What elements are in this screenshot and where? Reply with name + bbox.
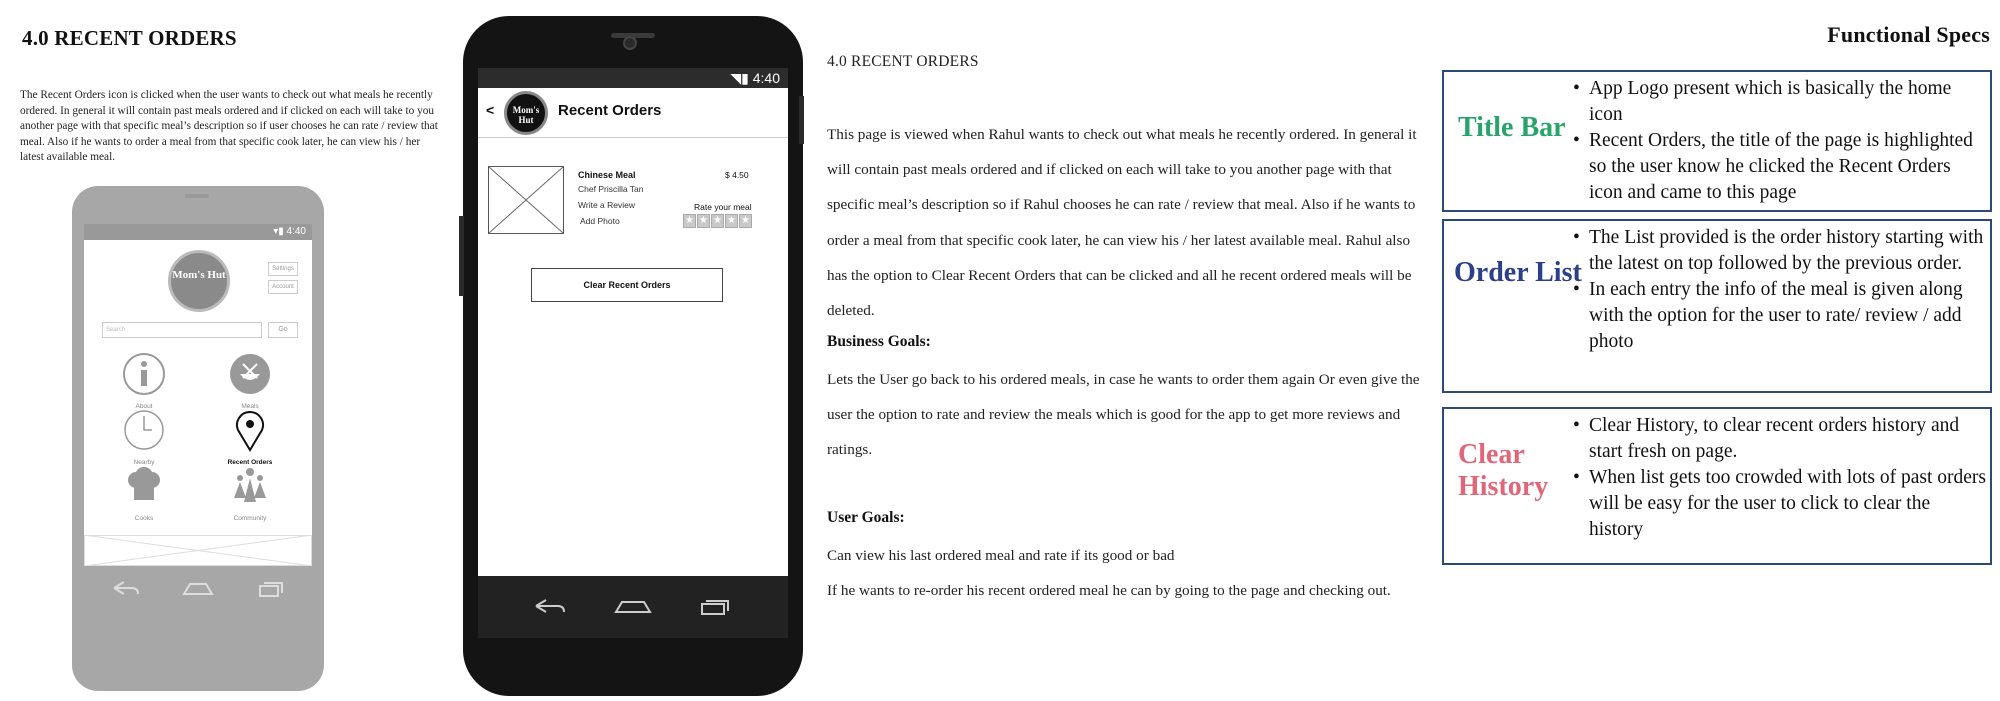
- functional-specs-heading: Functional Specs: [1827, 22, 1990, 47]
- spec-bullets: [1589, 76, 1989, 206]
- spec-bullets: [1589, 225, 1989, 355]
- menu-item-recent-orders[interactable]: [210, 408, 290, 466]
- meal-price: $ 4.50: [725, 170, 749, 180]
- spec-bullets: [1589, 413, 1989, 543]
- spec-label-line: History: [1458, 471, 1549, 502]
- page-description: This page is viewed when Rahul wants to check out what meals he recently ordered. In general it will contain past meals ordered and if clicked on each will take to you another page with that specific meal’s description so if Rahul chooses he can rate / review that meal. Also if he wants to order a meal from that specific cook later, he can view his / her latest available meal. Rahul also has the option to Clear Recent Orders that can be clicked and all he recent ordered meals will be deleted.: [827, 126, 1417, 320]
- spec-label: Title Bar: [1458, 112, 1566, 143]
- home-screen-mockup: [72, 186, 324, 691]
- nav-bar: [478, 576, 788, 638]
- phone-camera: [623, 36, 637, 50]
- star-icon[interactable]: ★: [711, 214, 724, 228]
- menu-item-community[interactable]: [210, 464, 290, 522]
- clear-recent-orders-button[interactable]: Clear Recent Orders: [531, 268, 723, 302]
- spec-bullet: • Clear History, to clear recent orders history and start fresh on page.: [1589, 413, 1989, 465]
- spec-box-order-list: [1442, 219, 1992, 393]
- nav-bar: [84, 566, 312, 616]
- meal-name: Chinese Meal: [578, 170, 636, 180]
- spec-bullet: • The List provided is the order history starting with the latest on top followed by the previous order.: [1589, 225, 1989, 277]
- chef-hat-icon: [122, 464, 166, 508]
- status-bar: [84, 224, 312, 240]
- back-icon[interactable]: [536, 600, 564, 612]
- star-icon[interactable]: ★: [739, 214, 752, 228]
- phone-speaker: [185, 194, 209, 198]
- settings-button[interactable]: Settings: [268, 262, 298, 276]
- go-button[interactable]: Go: [268, 322, 298, 338]
- app-logo[interactable]: Mom's Hut: [168, 250, 230, 312]
- spec-bullet: • Recent Orders, the title of the page is highlighted so the user know he clicked the Recent Orders icon and came to this page: [1589, 128, 1989, 206]
- title-bar: [478, 88, 788, 138]
- menu-item-label: Cooks: [134, 515, 154, 522]
- signal-icon: ◥▮: [730, 70, 753, 86]
- search-input[interactable]: Search: [102, 322, 262, 338]
- spec-bullet: • In each entry the info of the meal is given along with the option for the user to rate/ review / add photo: [1589, 277, 1989, 355]
- clock-icon: [122, 408, 166, 452]
- chef-name: Chef Priscilla Tan: [578, 184, 644, 194]
- section-heading: 4.0 RECENT ORDERS: [827, 53, 979, 70]
- info-icon: [122, 352, 166, 396]
- menu-item-label: About: [135, 403, 153, 410]
- meals-icon: [228, 352, 272, 396]
- ad-banner-placeholder: [84, 535, 312, 566]
- people-icon: [228, 464, 272, 508]
- menu-item-label: Meals: [241, 403, 259, 410]
- recents-icon[interactable]: [260, 583, 282, 596]
- menu-item-meals[interactable]: [210, 352, 290, 410]
- spec-label-line: Clear: [1458, 439, 1525, 470]
- page-title: Recent Orders: [558, 102, 662, 119]
- menu-item-nearby[interactable]: [104, 408, 184, 466]
- spec-box-title-bar: [1442, 70, 1992, 212]
- business-goals-text: Lets the User go back to his ordered meals, in case he wants to order them again Or even give the user the option to rate and review the meals which is good for the app to get more reviews and ratings.: [827, 371, 1420, 459]
- left-description: The Recent Orders icon is clicked when the user wants to check out what meals he recently ordered. In general it will contain past meals ordered and if clicked on each will take to you another page with that specific meal’s description so if user chooses he can rate / review that meal. Also if he wants to order a meal from that specific cook later, he can view his / her latest available meal.: [20, 89, 438, 164]
- meal-image-placeholder: [488, 166, 564, 234]
- home-icon[interactable]: [184, 584, 212, 594]
- business-goals-title: Business Goals:: [827, 333, 931, 350]
- star-icon[interactable]: ★: [697, 214, 710, 228]
- spec-label: Order List: [1454, 257, 1582, 288]
- status-bar: [478, 68, 788, 88]
- signal-icon: ▾▮: [273, 226, 287, 237]
- user-goals-line-2: If he wants to re-order his recent ordered meal he can by going to the page and checking out.: [827, 582, 1391, 599]
- home-screen: [84, 240, 312, 566]
- rate-label: Rate your meal: [694, 202, 752, 212]
- menu-item-about[interactable]: [104, 352, 184, 410]
- spec-box-clear-history: [1442, 407, 1992, 565]
- menu-item-cooks[interactable]: [104, 464, 184, 522]
- spec-bullet: • App Logo present which is basically the home icon: [1589, 76, 1989, 128]
- power-button: [799, 96, 804, 144]
- recent-orders-mockup: [463, 16, 803, 696]
- write-review-link[interactable]: Write a Review: [578, 200, 635, 210]
- account-button[interactable]: Account: [268, 280, 298, 294]
- status-time: 4:40: [752, 70, 780, 86]
- recent-orders-screen: [478, 88, 788, 576]
- home-icon[interactable]: [616, 602, 650, 612]
- back-button[interactable]: <: [486, 102, 495, 118]
- app-logo[interactable]: Mom's Hut: [504, 91, 548, 135]
- recents-icon[interactable]: [702, 601, 728, 614]
- status-time: 4:40: [286, 226, 306, 237]
- map-pin-icon: [228, 408, 272, 452]
- user-goals-title: User Goals:: [827, 509, 905, 526]
- menu-item-label: Recent Orders: [227, 459, 273, 466]
- user-goals-line-1: Can view his last ordered meal and rate if its good or bad: [827, 547, 1175, 564]
- spec-bullet: • When list gets too crowded with lots of past orders will be easy for the user to click to clear the history: [1589, 465, 1989, 543]
- menu-item-label: Community: [233, 515, 267, 522]
- star-icon[interactable]: ★: [683, 214, 696, 228]
- left-heading: 4.0 RECENT ORDERS: [22, 26, 237, 50]
- menu-item-label: Nearby: [133, 459, 155, 466]
- volume-button: [459, 216, 464, 296]
- add-photo-link[interactable]: Add Photo: [580, 216, 620, 226]
- back-icon[interactable]: [114, 582, 138, 594]
- star-rating[interactable]: [683, 214, 752, 228]
- spec-label: [1458, 439, 1548, 503]
- star-icon[interactable]: ★: [725, 214, 738, 228]
